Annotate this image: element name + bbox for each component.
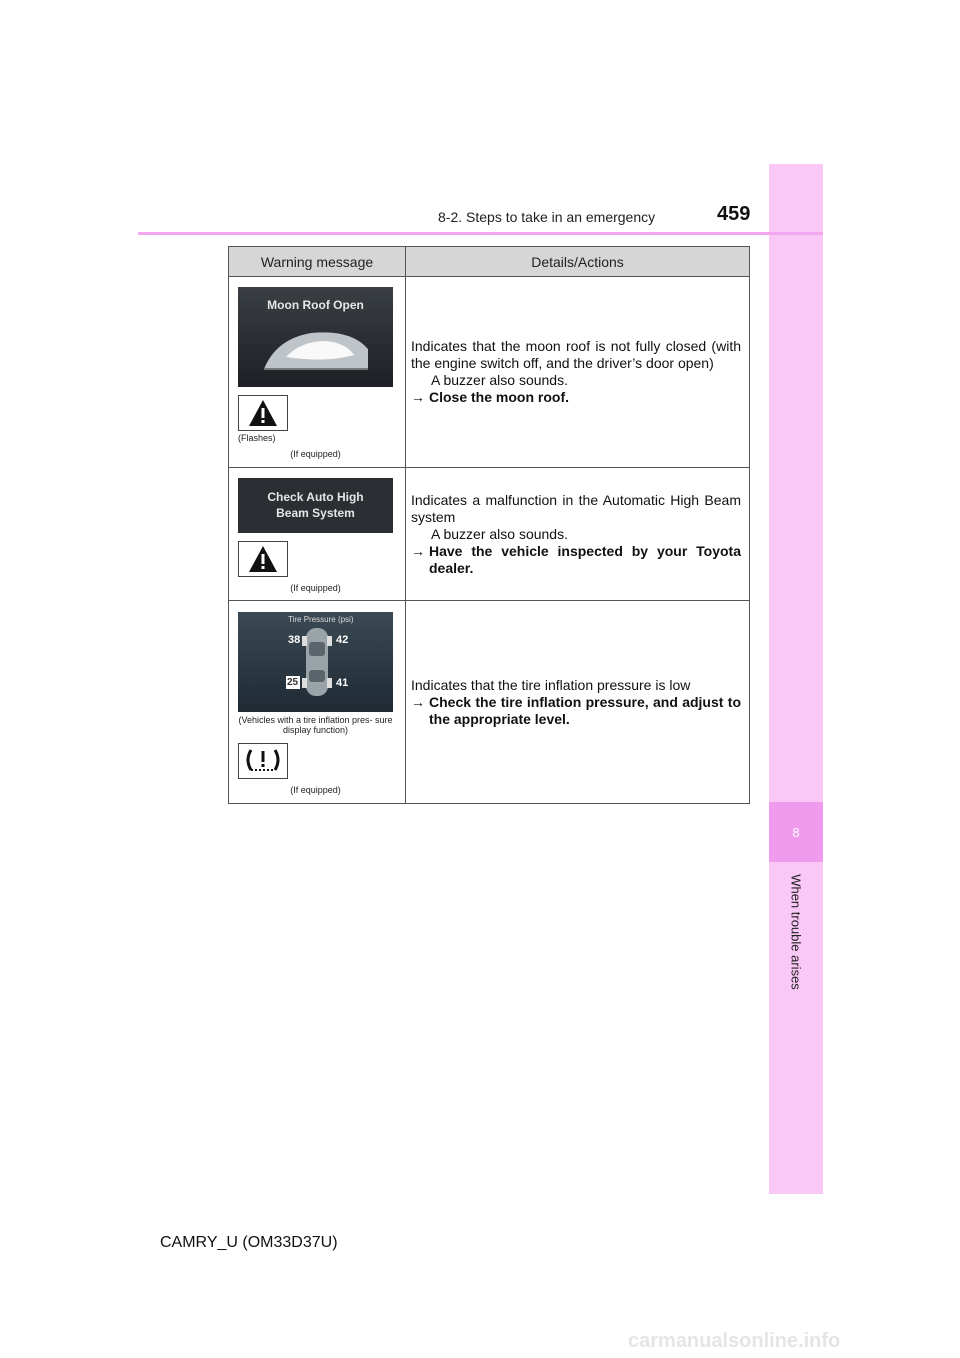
moon-roof-screen — [238, 287, 393, 387]
page-number: 459 — [717, 203, 751, 225]
tire-icon-box — [238, 743, 288, 779]
details-text: Indicates that the tire inflation pressure is low — [411, 676, 691, 693]
section-title: 8-2. Steps to take in an emergency — [438, 209, 656, 225]
table-header-row — [229, 247, 750, 277]
equipped-caption: (If equipped) — [290, 582, 341, 593]
table-row — [229, 468, 750, 601]
car-roof-image-icon — [256, 319, 376, 377]
action-text: → Close the moon roof. — [411, 389, 569, 405]
arrow-icon: → — [411, 693, 425, 710]
table-row — [229, 277, 750, 468]
footer-model-code: CAMRY_U (OM33D37U) — [160, 1234, 338, 1251]
chapter-title: When trouble arises — [788, 874, 804, 990]
warning-icon-box — [238, 541, 288, 577]
details-text: Indicates that the moon roof is not fully closed (with the engine switch off, and the driver’s door open) — [411, 338, 741, 371]
chapter-number: 8 — [769, 802, 823, 862]
note-text: A buzzer also sounds. — [431, 372, 568, 388]
warning-triangle-icon — [248, 399, 278, 427]
screen-title-line2: Beam System — [276, 506, 355, 520]
warning-cell — [229, 277, 406, 468]
details-cell — [406, 277, 750, 468]
warning-triangle-icon — [248, 545, 278, 573]
action-text: → Have the vehicle inspected by your Toyota dealer. — [411, 542, 741, 576]
pressure-rear-left: 25 — [287, 676, 299, 688]
details-cell — [406, 468, 750, 601]
note-text: A buzzer also sounds. — [431, 525, 568, 542]
screen-title: Tire Pressure (psi) — [288, 614, 354, 624]
tire-pressure-icon — [243, 746, 283, 776]
pressure-rear-right: 41 — [336, 676, 349, 689]
arrow-icon: → — [411, 389, 425, 405]
equipped-caption: (If equipped) — [290, 449, 341, 459]
equipped-caption: (If equipped) — [290, 784, 341, 795]
side-tab — [769, 164, 823, 1194]
warning-table — [228, 246, 750, 804]
warning-icon-box — [238, 395, 288, 431]
vehicle-caption: (Vehicles with a tire inflation pres- sure display function) — [238, 714, 393, 735]
col-warning-header: Warning message — [229, 247, 406, 277]
details-cell — [406, 601, 750, 804]
tire-pressure-screen — [238, 612, 393, 712]
arrow-icon: → — [411, 542, 425, 559]
flash-caption: (Flashes) — [238, 433, 276, 443]
watermark: carmanualsonline.info — [628, 1330, 841, 1352]
screen-title: Moon Roof Open — [267, 298, 364, 312]
col-details-header: Details/Actions — [406, 247, 750, 277]
pressure-front-left: 38 — [288, 633, 301, 646]
table-row — [229, 601, 750, 804]
pressure-front-right: 42 — [336, 633, 349, 646]
details-text: Indicates a malfunction in the Automatic High Beam system — [411, 491, 741, 525]
action-text: → Check the tire inflation pressure, and adjust to the appropriate level. — [411, 693, 741, 727]
warning-cell — [229, 468, 406, 601]
screen-title-line1: Check Auto High — [267, 490, 364, 504]
car-top-view-icon — [238, 612, 393, 712]
header-divider — [138, 232, 823, 235]
warning-cell — [229, 601, 406, 804]
auto-high-beam-screen — [238, 478, 393, 533]
